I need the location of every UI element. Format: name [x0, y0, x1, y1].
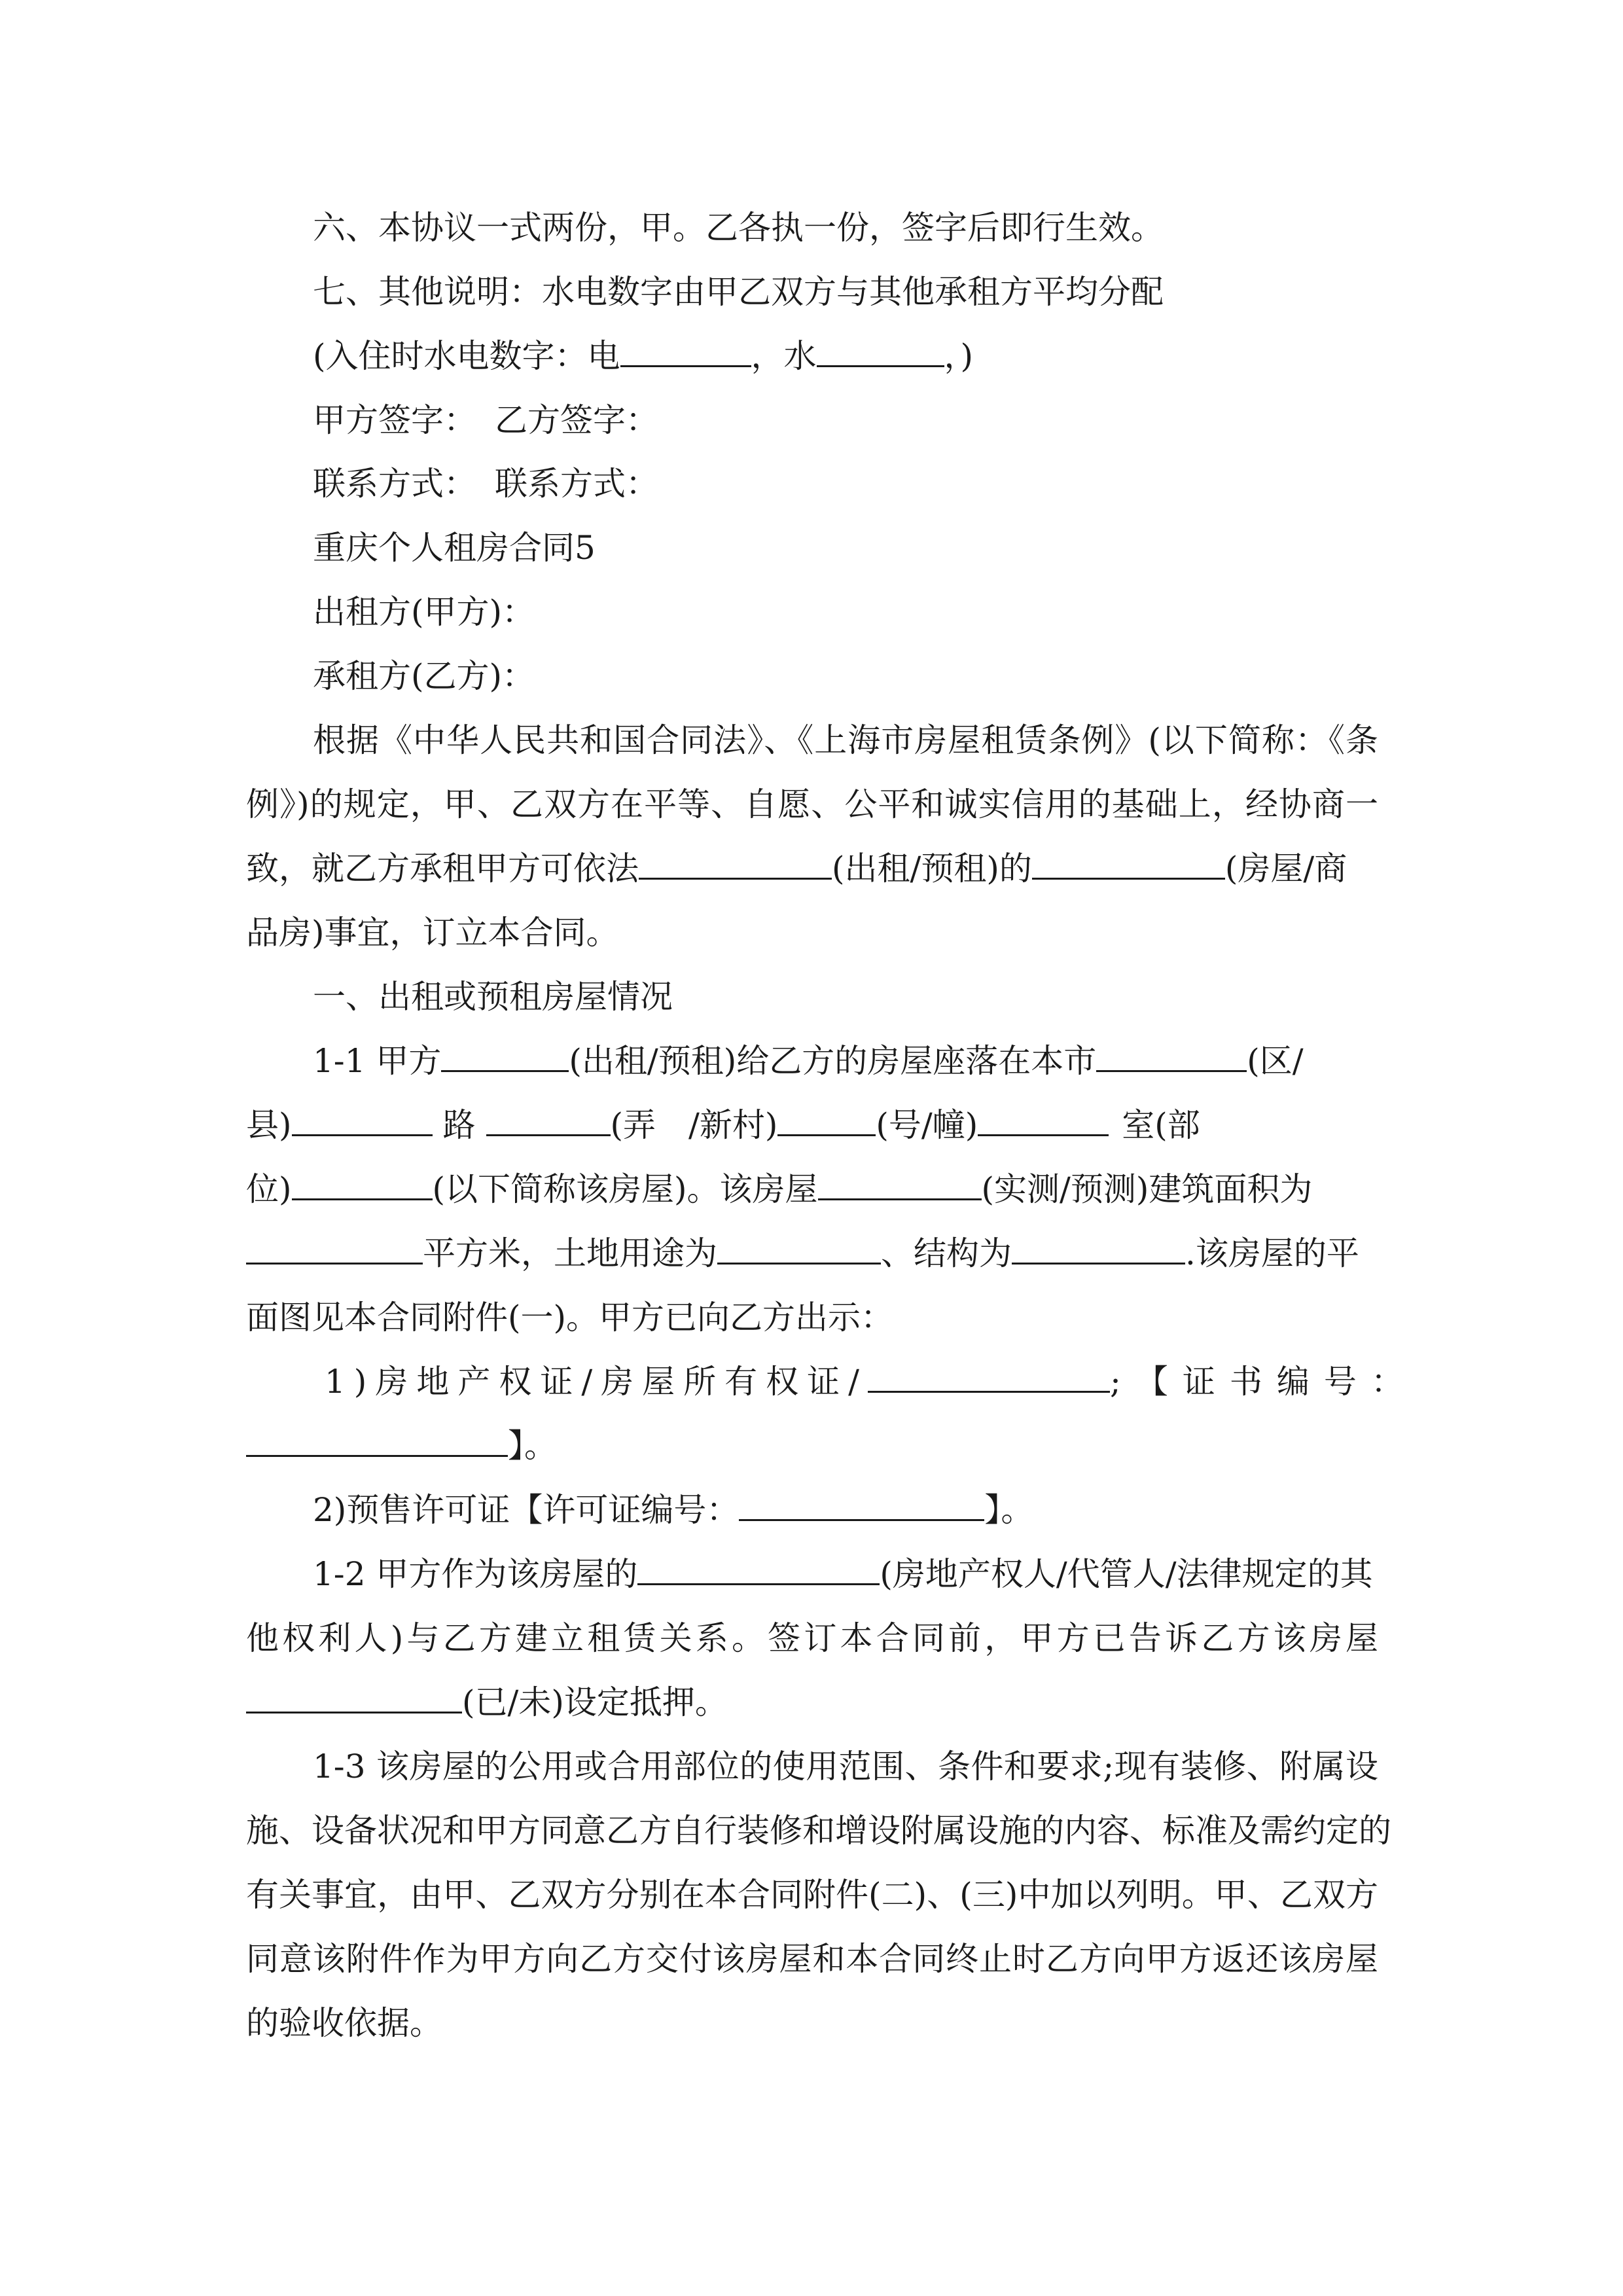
preamble-line-1: 根据《中华人民共和国合同法》、《上海市房屋租赁条例》(以下简称：《条 — [313, 721, 1378, 759]
lane-blank — [777, 1104, 876, 1136]
lessee-line: 承租方(乙方)： — [313, 657, 535, 695]
clause-1-2-line-3 — [246, 1679, 1378, 1725]
item-text: 】。 — [508, 1427, 557, 1465]
district-blank — [1096, 1040, 1247, 1072]
clause-text: 、结构为 — [881, 1234, 1012, 1272]
clause-text: (房地产权人/代管人/法律规定的其 — [880, 1555, 1373, 1593]
clause-1-3-line-3: 有关事宜，由甲、乙双方分别在本合同附件(二)、(三)中加以列明。甲、乙双方 — [246, 1876, 1378, 1914]
area-blank — [246, 1232, 423, 1265]
certificate-blank — [868, 1361, 1110, 1393]
clause-1-3-line-2: 施、设备状况和甲方同意乙方自行装修和增设附属设施的内容、标准及需约定的 — [246, 1812, 1391, 1850]
clause-six: 六、本协议一式两份，甲。乙各执一份，签字后即行生效。 — [313, 209, 1164, 247]
party-a-contact-label: 联系方式： — [313, 465, 476, 503]
preamble-line-2: 例》)的规定，甲、乙双方在平等、自愿、公平和诚实信用的基础上，经协商一 — [246, 785, 1378, 823]
permit-number-blank — [739, 1489, 984, 1521]
clause-text: (实测/预测)建筑面积为 — [981, 1170, 1313, 1208]
clause-text: 平方米，土地用途为 — [423, 1234, 717, 1272]
party-a-signature-label: 甲方签字： — [313, 401, 476, 439]
section-one-heading: 一、出租或预租房屋情况 — [313, 978, 673, 1016]
item-text: ;【证书编号： — [1110, 1363, 1418, 1401]
lessor-line: 出租方(甲方)： — [313, 593, 535, 631]
clause-1-3-line-5: 的验收依据。 — [246, 2004, 442, 2042]
clause-text: (区/ — [1247, 1042, 1304, 1080]
structure-blank — [1012, 1232, 1185, 1265]
room-blank — [292, 1168, 433, 1200]
clause-1-1-line-1 — [313, 1038, 1378, 1084]
preamble-line-4: 品房)事宜，订立本合同。 — [246, 914, 619, 952]
item-text: 1)房地产权证/房屋所有权证/ — [325, 1363, 868, 1401]
lease-mode-blank — [441, 1040, 569, 1072]
utility-label: (入住时水电数字：电 — [313, 337, 620, 375]
clause-text: (已/未)设定抵押。 — [462, 1683, 728, 1721]
clause-1-2-line-2: 他权利人)与乙方建立租赁关系。签订本合同前，甲方已告诉乙方该房屋 — [246, 1619, 1378, 1657]
water-label: ，水 — [751, 337, 817, 375]
clause-seven: 七、其他说明：水电数字由甲乙双方与其他承租方平均分配 — [313, 273, 1164, 311]
building-blank — [978, 1104, 1109, 1136]
certificate-number-blank — [246, 1425, 508, 1457]
clause-1-1-line-3 — [246, 1166, 1378, 1212]
measure-type-blank — [818, 1168, 982, 1200]
owner-role-blank — [637, 1553, 880, 1585]
party-b-signature-label: 乙方签字： — [495, 401, 658, 439]
clause-text: 室(部 — [1122, 1106, 1200, 1144]
clause-1-1-line-2 — [246, 1102, 1378, 1148]
water-blank — [817, 335, 944, 367]
clause-text: (号/幢) — [876, 1106, 978, 1144]
item-1-line — [325, 1359, 1418, 1405]
item-1-continuation — [246, 1423, 1378, 1469]
utility-readings-line — [313, 333, 1378, 379]
signature-line — [313, 397, 1378, 443]
clause-text: 1-1 甲方 — [313, 1042, 442, 1080]
item-2-line — [313, 1487, 1378, 1533]
clause-text: 位) — [246, 1170, 292, 1208]
property-type-blank — [1032, 848, 1225, 880]
county-blank — [292, 1104, 433, 1136]
utility-close: ，) — [944, 337, 974, 375]
clause-1-3-line-1: 1-3 该房屋的公用或合用部位的使用范围、条件和要求;现有装修、附属设 — [313, 1748, 1378, 1785]
clause-text: 1-2 甲方作为该房屋的 — [313, 1555, 638, 1593]
preamble-text: (房屋/商 — [1224, 850, 1347, 888]
party-b-contact-label: 联系方式： — [495, 465, 658, 503]
road-blank — [486, 1104, 611, 1136]
clause-text: .该房屋的平 — [1185, 1234, 1359, 1272]
clause-1-1-line-4 — [246, 1230, 1378, 1276]
clause-1-3-line-4: 同意该附件作为甲方向乙方交付该房屋和本合同终止时乙方向甲方返还该房屋 — [246, 1940, 1378, 1978]
clause-text: (弄 /新村) — [610, 1106, 778, 1144]
clause-text: (出租/预租)给乙方的房屋座落在本市 — [569, 1042, 1097, 1080]
clause-1-1-line-5: 面图见本合同附件(一)。甲方已向乙方出示： — [246, 1299, 894, 1336]
lease-type-blank — [639, 848, 832, 880]
preamble-line-3 — [246, 846, 1378, 891]
item-text: 2)预售许可证【许可证编号： — [313, 1491, 740, 1529]
clause-text: 县) — [246, 1106, 292, 1144]
contract-title: 重庆个人租房合同5 — [313, 529, 596, 567]
clause-text: (以下简称该房屋)。该房屋 — [432, 1170, 818, 1208]
mortgage-blank — [246, 1681, 462, 1713]
electricity-blank — [620, 335, 751, 367]
preamble-text: 致，就乙方承租甲方可依法 — [246, 850, 639, 888]
clause-text: 路 — [442, 1106, 476, 1144]
preamble-text: (出租/预租)的 — [832, 850, 1032, 888]
land-use-blank — [717, 1232, 881, 1265]
clause-1-2-line-1 — [313, 1551, 1378, 1597]
contact-line — [313, 461, 1378, 507]
item-text: 】。 — [984, 1491, 1034, 1529]
